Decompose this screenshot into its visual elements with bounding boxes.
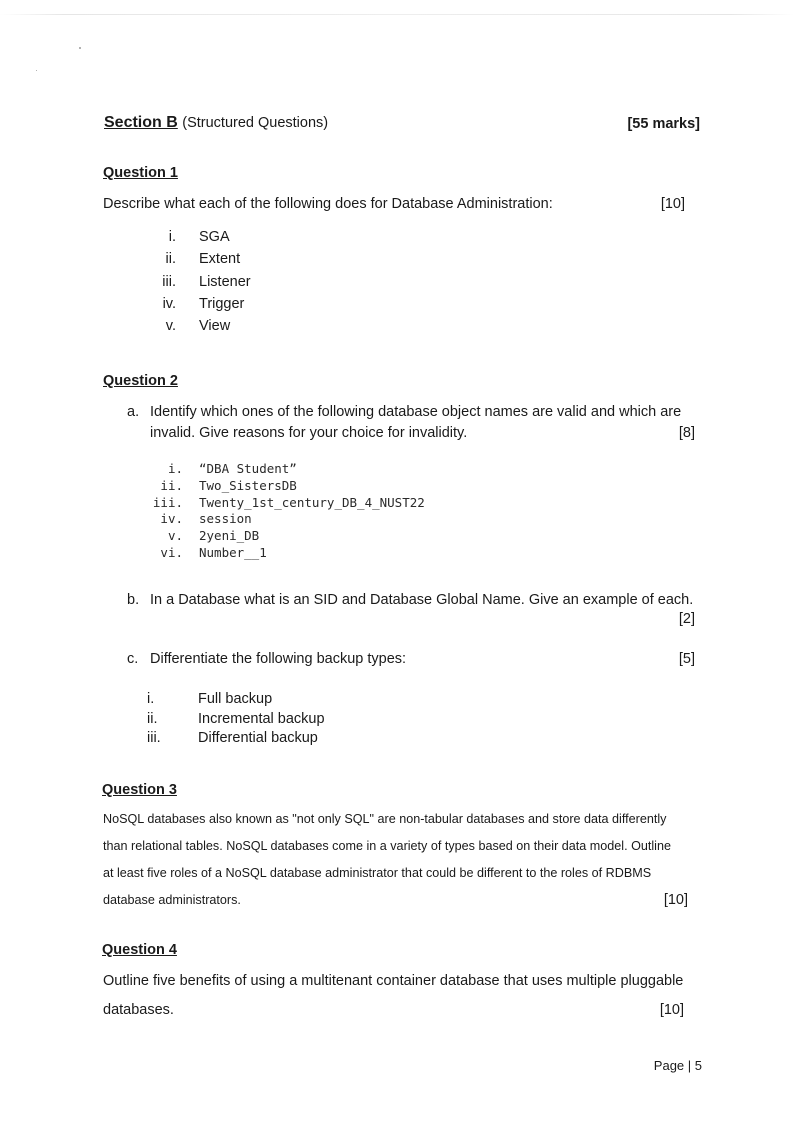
section-title [104, 114, 328, 132]
question-3-heading: Question 3 [102, 782, 177, 798]
question-4-marks: [10] [659, 1002, 684, 1018]
question-2c-marks: [5] [678, 651, 695, 667]
question-1-marks: [10] [660, 196, 685, 212]
section-name: Section B [104, 114, 178, 131]
question-4-paragraph [103, 967, 703, 1025]
section-subtitle: (Structured Questions) [182, 115, 329, 131]
question-1-heading: Question 1 [103, 165, 178, 181]
question-4-heading: Question 4 [102, 942, 177, 958]
question-4-line: databases. [103, 1002, 174, 1018]
question-2c-letter: c. [127, 651, 139, 667]
question-2c-text: Differentiate the following backup types: [150, 651, 407, 667]
question-2-heading: Question 2 [103, 373, 178, 389]
question-3-line: database administrators. [103, 893, 241, 907]
question-2a-line2: invalid. Give reasons for your choice for invalidity. [150, 425, 468, 441]
question-3-line: at least five roles of a NoSQL database administrator that could be different to the roles of RDBMS [103, 866, 652, 880]
scan-speck [36, 70, 37, 71]
question-2b-letter: b. [127, 592, 140, 608]
question-2a-letter: a. [127, 404, 140, 420]
question-3-line: NoSQL databases also known as "not only SQL" are non-tabular databases and store data differently [103, 812, 667, 826]
question-3-line: than relational tables. NoSQL databases come in a variety of types based on their data model. Outline [103, 839, 671, 853]
question-4-line: Outline five benefits of using a multitenant container database that uses multiple pluggable [103, 973, 684, 989]
scan-speck [79, 47, 81, 49]
page-number: Page | 5 [653, 1058, 702, 1073]
question-3-marks: [10] [663, 892, 688, 908]
question-1-prompt: Describe what each of the following does for Database Administration: [103, 196, 553, 212]
question-2b-text: In a Database what is an SID and Database Global Name. Give an example of each. [150, 592, 694, 608]
question-2b-marks: [2] [678, 611, 695, 627]
scan-artifact-line [0, 14, 794, 15]
question-2a-marks: [8] [678, 425, 695, 441]
question-2a-line1: Identify which ones of the following database object names are valid and which are [150, 404, 682, 420]
section-marks: [55 marks] [627, 116, 700, 132]
exam-page: Section B (Structured Questions) [55 marks] Question 1 Describe what each of the following does for Database Administration: [10] i. SGA ii. Extent iii. Listener iv. Trigger v. View Question 2 a. Identify which ones of the following database object names are valid and which are invalid. Give reasons for your choice for invalidity. [8] i. “DBA Student” ii. Two_SistersDB iii. Twenty_1st_century_DB_4_NUST22 iv. session v. 2yeni_DB vi. Number__1 b. In a Database what is an SID and Database Global Name. Give an example of each. [2] c. Differentiate the following backup types: [5] i. Full backup ii. Incremental backup iii. Differential backup Question 3 NoSQL databases also known as "not only SQL" are non-tabular databases and store data differently than relational tables. NoSQL databases come in a variety of types based on their data model. Outline at least five roles of a NoSQL database administrator that could be different to the roles of RDBMS database administrators. [10] Question 4 Outline five benefits of using a multitenant container database that uses multiple pluggable databases. [10] Page | 5 [0, 0, 794, 1122]
question-3-paragraph [103, 806, 703, 914]
